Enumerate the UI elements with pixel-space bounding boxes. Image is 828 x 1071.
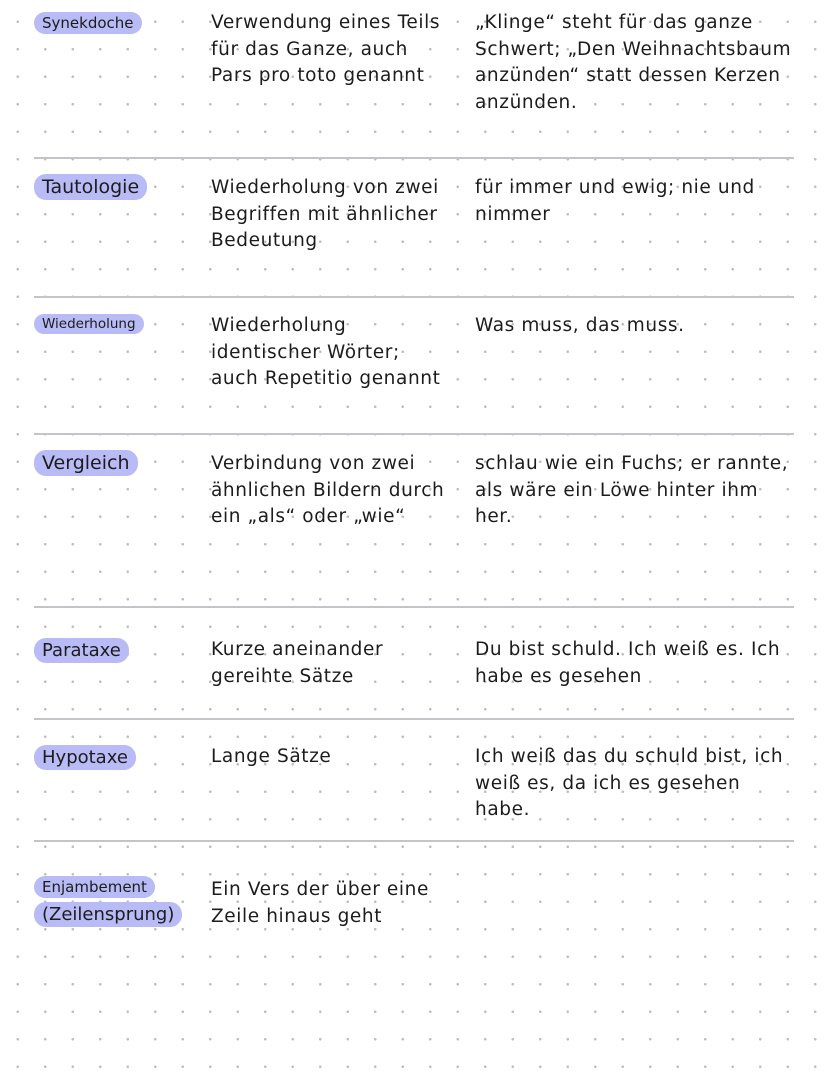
definition-text: Kurze aneinander gereihte Sätze — [211, 639, 384, 687]
term-highlight: Synekdoche — [34, 12, 142, 34]
term-label — [34, 311, 194, 338]
example-text: für immer und ewig; nie und nimmer — [475, 177, 755, 225]
row-divider — [34, 840, 794, 842]
term-highlight: Enjambement — [34, 876, 155, 898]
term-highlight: Parataxe — [34, 638, 129, 663]
example-text: Ich weiß das du schuld bist, ich weiß es, da ich es gesehen habe. — [475, 746, 784, 820]
term-label — [34, 874, 184, 928]
example-text: Was muss, das muss. — [475, 315, 685, 336]
term-highlight: Wiederholung — [34, 314, 144, 334]
example-text: Du bist schuld. Ich weiß es. Ich habe es gesehen — [475, 639, 781, 687]
term-highlight: Hypotaxe — [34, 745, 136, 770]
term-label — [34, 744, 194, 771]
row-divider — [34, 157, 794, 159]
definition-text: Wiederholung von zwei Begriffen mit ähnlicher Bedeutung — [211, 177, 439, 251]
example-text: „Klinge“ steht für das ganze Schwert; „Den Weihnachtsbaum anzünden“ statt dessen Kerzen anzünden. — [475, 12, 792, 113]
term-label — [34, 10, 194, 37]
definition-text: Verbindung von zwei ähnlichen Bildern durch ein „als“ oder „wie“ — [211, 453, 445, 527]
term-label — [34, 450, 194, 477]
term-highlight: Vergleich — [34, 450, 138, 476]
term-highlight-extra: (Zeilensprung) — [34, 902, 182, 927]
row-divider — [34, 433, 794, 435]
row-divider — [34, 718, 794, 720]
definition-text: Wiederholung identischer Wörter; auch Repetitio genannt — [211, 315, 441, 389]
definition-text: Ein Vers der über eine Zeile hinaus geht — [211, 879, 429, 927]
definition-text: Verwendung eines Teils für das Ganze, auch Pars pro toto genannt — [211, 12, 441, 86]
term-label — [34, 637, 194, 664]
row-divider — [34, 296, 794, 298]
term-label — [34, 174, 194, 201]
example-text: schlau wie ein Fuchs; er rannte, als wäre ein Löwe hinter ihm her. — [475, 453, 789, 527]
definition-text: Lange Sätze — [211, 746, 332, 767]
row-divider — [34, 606, 794, 608]
term-highlight: Tautologie — [34, 174, 147, 200]
